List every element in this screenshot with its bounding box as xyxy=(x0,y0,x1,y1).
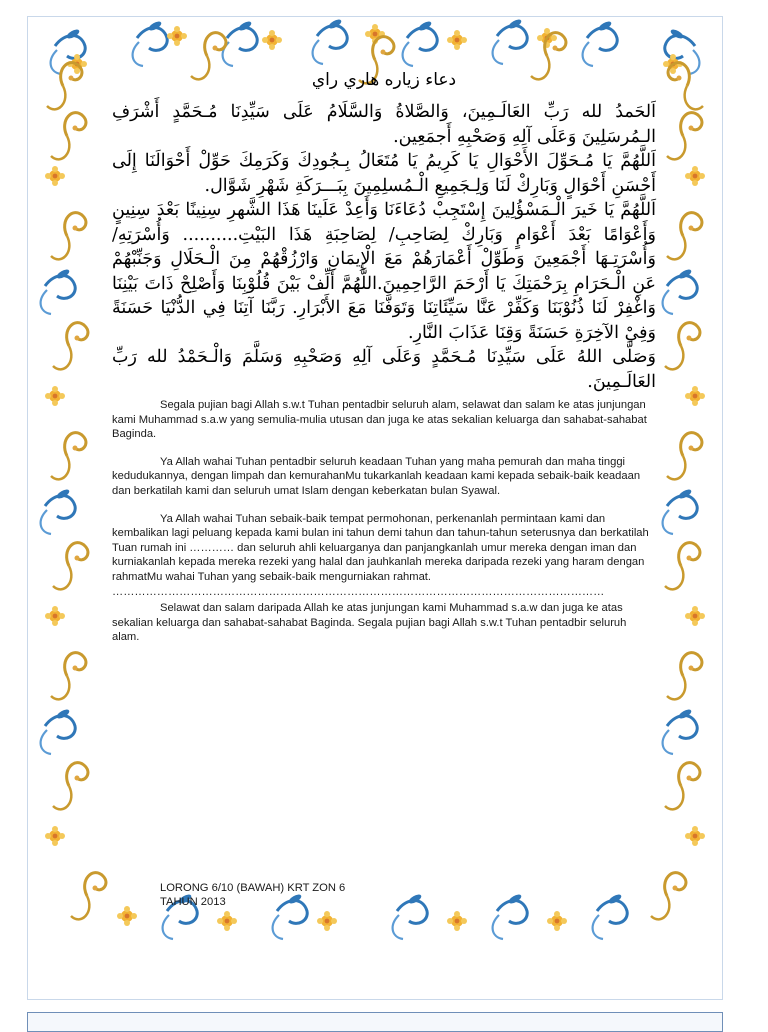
malay-paragraph: Segala pujian bagi Allah s.w.t Tuhan pentadbir seluruh alam, selawat dan salam ke atas junjungan kami Muhammad s.a.w yang semulia-mulia utusan dan juga ke atas sekalian keluarga dan sahabat-sahabat Baginda. xyxy=(112,399,647,441)
next-page-edge xyxy=(27,1012,723,1032)
arabic-paragraph: اَلحَمدُ لله رَبِّ العَالَـمِينَ، وَالصَّلاةُ وَالسَّلَامُ عَلَى سَيِّدِنَا مُـحَمَّدٍ أَشْرَفِ الـمُرسَلِينَ وَعَلَى آلِهِ وَصَحْبِهِ أَجمَعِين. xyxy=(112,102,656,147)
footer-address: LORONG 6/10 (BAWAH) KRT ZON 6 xyxy=(160,882,346,894)
page-title: دعاء زياره هاري راي xyxy=(311,70,457,90)
malay-paragraph: Selawat dan salam daripada Allah ke atas junjungan kami Muhammad s.a.w dan juga ke atas sekalian keluarga dan sahabat-sahabat Baginda. Segala pujian bagi Allah s.w.t Tuhan pentadbir seluruh alam. xyxy=(112,602,627,644)
footer-year: TAHUN 2013 xyxy=(160,895,226,908)
arabic-paragraph: وَصَلَّى اللهُ عَلَى سَيِّدِنَا مُـحَمَّدٍ وَعَلَى آلِهِ وَصَحْبِهِ وَسَلَّمَ وَالْـحَمْدُ لله رَبِّ العَالَـمِينَ. xyxy=(112,347,656,392)
malay-paragraph: Ya Allah wahai Tuhan sebaik-baik tempat permohonan, perkenanlah permintaan kami dan kembalikan lagi peluang kepada kami bulan ini tahun demi tahun dan tahun-tahun seterusnya dan berkatilah Tuan rumah ini ………… dan seluruh ahli keluarganya dan panjangkanlah umur mereka dengan iman dan kurniakanlah kepada mereka rezeki yang halal dan jauhkanlah mereka daripada rezeki yang haram dengan rahmatMu wahai Tuhan yang sebaik-baik mengurniakan rahmat. xyxy=(112,512,649,583)
dotted-separator: …………………………………………………………………………………………………………………… xyxy=(112,585,605,598)
malay-paragraph: Ya Allah wahai Tuhan pentadbir seluruh keadaan Tuhan yang maha pemurah dan maha tinggi kedudukannya, dengan limpah dan kemurahanMu tukarkanlah keadaan kami kepada sebaik-baik keadaan dan berkatilah kami dan seluruh umat Islam dengan keberkatan bulan Syawal. xyxy=(112,455,641,497)
document-content xyxy=(112,70,656,658)
footer xyxy=(160,882,345,909)
arabic-paragraph: اَللَّهُمَّ يَا خَيرَ الْـمَسْؤُلِينَ إِسْتَجِبْ دُعَاءَنَا وَأَعِدْ عَلَينَا هَذَا الشَّهرِ سِنِينًا بَعْدَ سِنِينٍ وَأَعْوَامًا بَعْدَ أَعْوَامٍ وَبَارِكْ لِصَاحِبِ/ لِصَاحِبَةِ هَذَا البَيْتِ.......... وَأُسْرَتِهِ/وَأُسْرَتِـهَا أَجْمَعِينَ وَطَوِّلْ أَعْمَارَهُمْ مَعَ الْإِيمَانِ وَارْزُقْهُمْ مِنَ الْـحَلَالِ وَجَنِّبْهُمْ عَنِ الْـحَرَامِ بِرَحْمَتِكَ يَا أَرْحَمَ الرَّاحِمِينَ.اللَّهُمَّ أَلِّفْ بَيْنَ قُلُوْبِنَا وَأَصْلِحْ ذَاتَ بَيْنِنَا وَاغْفِرْ لَنَا ذُنُوْبَنَا وَكَفِّرْ عَنَّا سَيِّئَاتِنَا وَتَوَفَّنَا مَعَ الأَبْرَارِ. رَبَّنَا آتِنَا فِي الدُّنْيَا حَسَنَةً وَفِيْ الآخِرَةِ حَسَنَةً وَقِنَا عَذَابَ النَّارِ. xyxy=(112,200,656,343)
arabic-prayer-text xyxy=(112,100,656,394)
arabic-paragraph: اَللَّهُمَّ يَا مُـحَوِّلَ الأَحْوَالِ يَا كَرِيمُ يَا مُتَعَالُ بِـجُودِكَ وَكَرَمِكَ حَوِّلْ أَحْوَالَنَا إِلَى أَحْسَنِ أَحْوَالٍ وَبَارِكْ لَنَا وَلِـجَمِيعِ الْـمُسلِمِينَ بِبَـــرَكَةِ شَهْرِ شَوَّال. xyxy=(112,151,656,196)
malay-translation xyxy=(112,398,656,645)
